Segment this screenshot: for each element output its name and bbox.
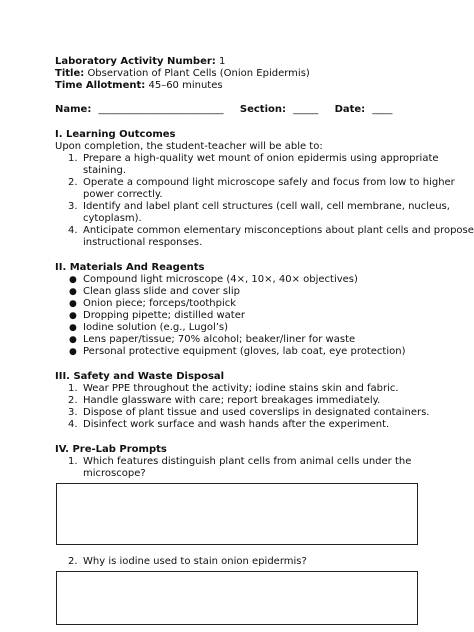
date-field[interactable]: ____ — [372, 104, 393, 115]
prelab-question-2 — [55, 556, 425, 568]
question-text-line: Which features distinguish plant cells from animal cells under the — [83, 456, 412, 467]
prelab-heading: IV. Pre-Lab Prompts — [55, 444, 167, 455]
list-item — [55, 346, 425, 358]
question-text-line: microscope? — [83, 468, 146, 479]
list-item — [55, 225, 474, 249]
item-text: Dropping pipette; distilled water — [83, 310, 245, 321]
section-label: Section: — [239, 104, 286, 115]
item-text-line: instructional responses. — [83, 237, 203, 248]
question-text-line: Why is iodine used to stain onion epidermis? — [83, 556, 307, 567]
bullet-icon: ● — [69, 287, 77, 297]
activity-number-line — [55, 56, 425, 68]
list-item — [55, 286, 425, 298]
activity-number-label: Laboratory Activity Number: — [55, 56, 216, 67]
item-text-line: power correctly. — [83, 189, 163, 200]
item-text: Clean glass slide and cover slip — [83, 286, 240, 297]
list-item — [55, 298, 425, 310]
name-label: Name: — [55, 104, 92, 115]
item-text-line: Identify and label plant cell structures (cell wall, cell membrane, nucleus, — [83, 201, 450, 212]
list-item — [55, 310, 425, 322]
item-text-line: Handle glassware with care; report breakages immediately. — [83, 395, 381, 406]
item-text-line: Prepare a high-quality wet mount of onion epidermis using appropriate — [83, 153, 439, 164]
item-text: Onion piece; forceps/toothpick — [83, 298, 237, 309]
item-text-line: Operate a compound light microscope safely and focus from low to higher — [83, 177, 455, 188]
bullet-icon: ● — [69, 299, 77, 309]
title-label: Title: — [55, 68, 85, 79]
section-field[interactable]: _____ — [293, 104, 319, 115]
list-item — [55, 334, 425, 346]
item-number: 3. — [68, 407, 78, 418]
learning-outcomes-list — [55, 153, 474, 249]
materials-heading: II. Materials And Reagents — [55, 262, 205, 273]
item-number: 4. — [68, 225, 78, 236]
learning-outcomes-heading: I. Learning Outcomes — [55, 129, 176, 140]
activity-header — [55, 56, 425, 92]
date-label: Date: — [334, 104, 366, 115]
list-item — [55, 407, 430, 419]
activity-number-value: 1 — [218, 56, 226, 67]
time-allotment-value: 45–60 minutes — [148, 80, 223, 91]
item-text: Personal protective equipment (gloves, lab coat, eye protection) — [83, 346, 406, 357]
item-number: 3. — [68, 201, 78, 212]
answer-box-1[interactable] — [56, 483, 418, 545]
list-item — [55, 383, 425, 395]
bullet-icon: ● — [69, 347, 77, 357]
list-item — [55, 201, 450, 225]
item-text-line: Wear PPE throughout the activity; iodine stains skin and fabric. — [83, 383, 399, 394]
answer-box-2[interactable] — [56, 571, 418, 625]
materials-list — [55, 274, 425, 358]
item-text-line: Dispose of plant tissue and used coverslips in designated containers. — [83, 407, 430, 418]
bullet-icon: ● — [69, 311, 77, 321]
student-info-blanks — [55, 104, 425, 116]
item-text-line: staining. — [83, 165, 127, 176]
list-item — [55, 177, 455, 201]
question-number: 2. — [68, 556, 78, 567]
item-number: 1. — [68, 153, 78, 164]
item-text: Lens paper/tissue; 70% alcohol; beaker/liner for waste — [83, 334, 356, 345]
item-text: Compound light microscope (4×, 10×, 40× objectives) — [83, 274, 358, 285]
title-line — [55, 68, 425, 80]
safety-heading: III. Safety and Waste Disposal — [55, 371, 225, 382]
time-allotment-label: Time Allotment: — [55, 80, 146, 91]
safety-list — [55, 383, 430, 431]
item-text: Iodine solution (e.g., Lugol’s) — [83, 322, 229, 333]
title-value: Observation of Plant Cells (Onion Epidermis) — [87, 68, 310, 79]
question-number: 1. — [68, 456, 78, 467]
learning-outcomes-intro: Upon completion, the student-teacher will be able to: — [55, 141, 323, 152]
item-text-line: Disinfect work surface and wash hands after the experiment. — [83, 419, 390, 430]
bullet-icon: ● — [69, 323, 77, 333]
time-allotment-line — [55, 80, 425, 92]
list-item — [55, 322, 425, 334]
name-field[interactable]: _________________________ — [98, 104, 224, 115]
list-item — [55, 274, 425, 286]
list-item — [55, 419, 425, 431]
item-number: 4. — [68, 419, 78, 430]
bullet-icon: ● — [69, 275, 77, 285]
item-text-line: Anticipate common elementary misconceptions about plant cells and propose — [83, 225, 474, 236]
list-item — [55, 153, 439, 177]
list-item — [55, 395, 425, 407]
item-number: 1. — [68, 383, 78, 394]
item-number: 2. — [68, 177, 78, 188]
prelab-question-1 — [55, 456, 425, 480]
bullet-icon: ● — [69, 335, 77, 345]
lab-activity-sheet — [55, 56, 474, 625]
item-text-line: cytoplasm). — [83, 213, 142, 224]
item-number: 2. — [68, 395, 78, 406]
